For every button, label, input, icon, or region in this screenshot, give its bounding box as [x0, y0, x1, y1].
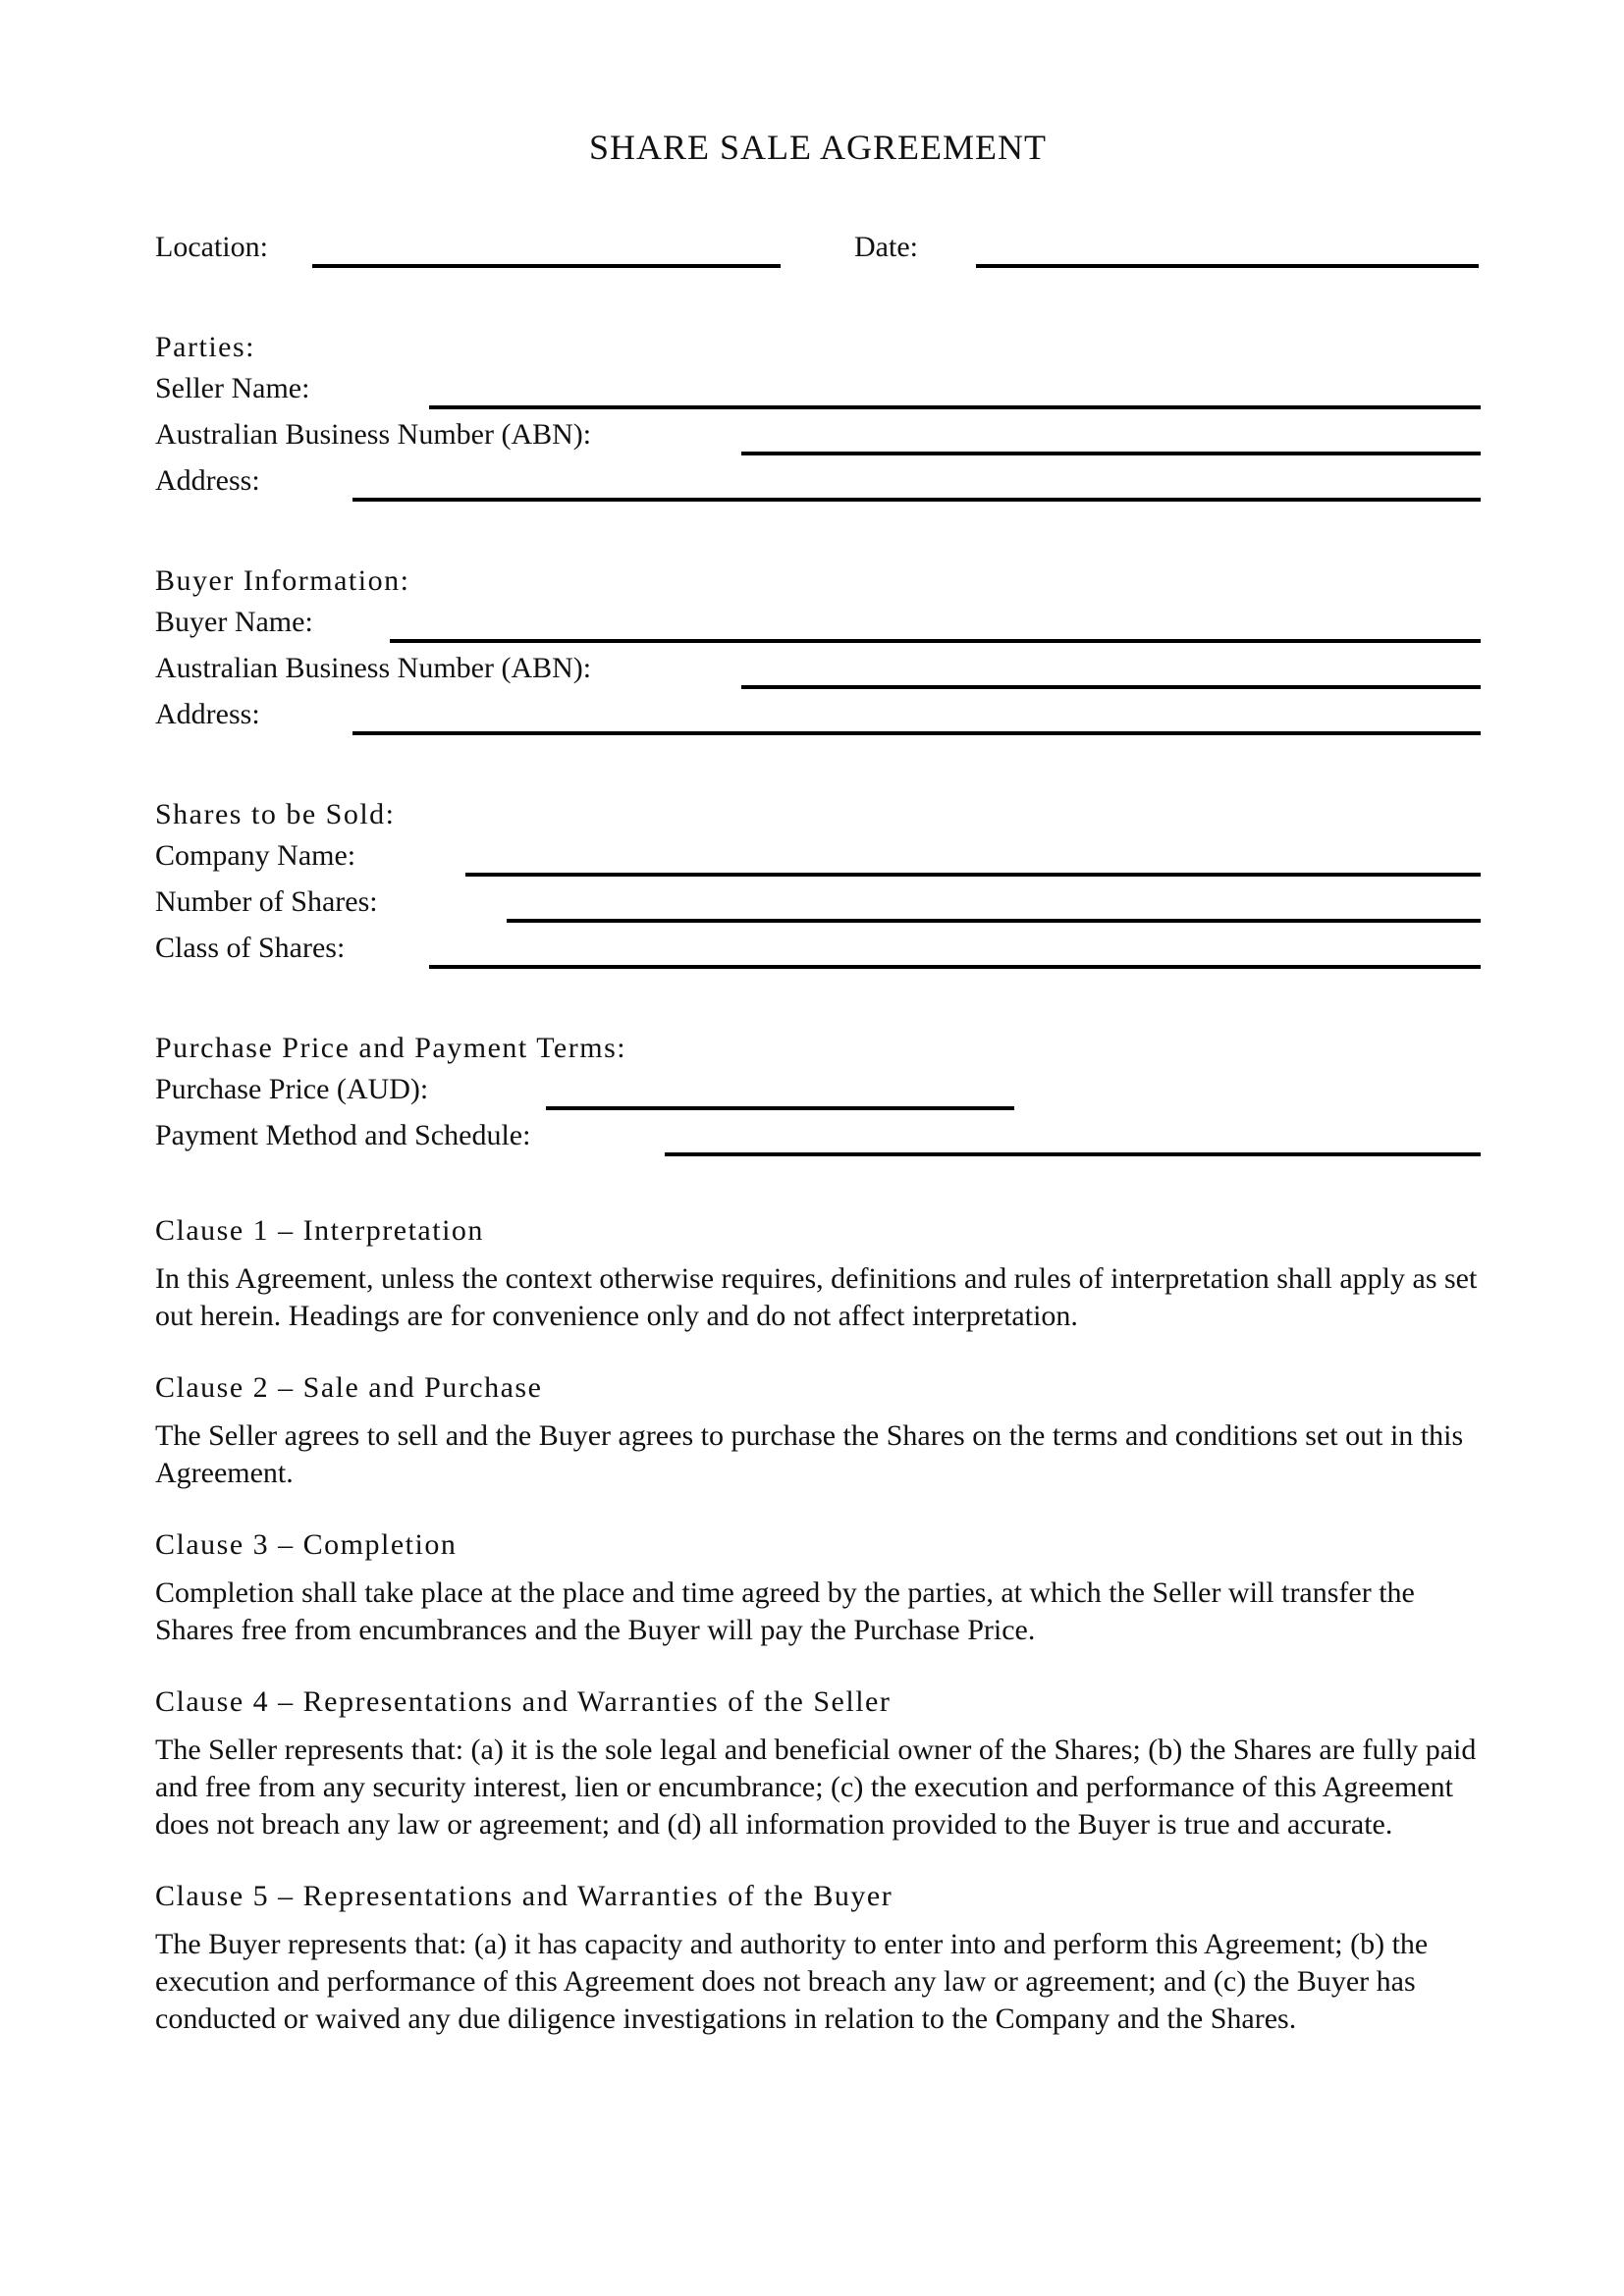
- payment-method-label: Payment Method and Schedule:: [155, 1119, 531, 1151]
- seller-address-row: [155, 455, 1481, 502]
- class-of-shares-input-line[interactable]: [429, 965, 1481, 969]
- clause-4-body: The Seller represents that: (a) it is the sole legal and beneficial owner of the Shares; (b) the Shares are fully paid and free from any security interest, lien or encumbrance; (c) the execution and performance of this Agreement does not breach any law or agreement; and (d) all information provided to the Buyer is true and accurate.: [155, 1734, 1477, 1841]
- clause-2: [155, 1372, 1481, 1492]
- class-of-shares-row: [155, 923, 1481, 969]
- clause-2-body: The Seller agrees to sell and the Buyer agrees to purchase the Shares on the terms and conditions set out in this Agreement.: [155, 1419, 1464, 1489]
- location-input-line[interactable]: [312, 264, 781, 268]
- number-of-shares-label: Number of Shares:: [155, 885, 378, 918]
- date-label: Date:: [854, 231, 918, 263]
- seller-address-input-line[interactable]: [352, 498, 1481, 502]
- purchase-price-terms-heading: Purchase Price and Payment Terms:: [155, 1032, 627, 1064]
- clause-3-body: Completion shall take place at the place and time agreed by the parties, at which the Seller will transfer the Shares free from encumbrances and the Buyer will pay the Purchase Price.: [155, 1576, 1415, 1646]
- clause-1-body: In this Agreement, unless the context otherwise requires, definitions and rules of interpretation shall apply as set out herein. Headings are for convenience only and do not affect interpretation.: [155, 1262, 1478, 1332]
- clause-1-heading: Clause 1 – Interpretation: [155, 1214, 484, 1247]
- class-of-shares-label: Class of Shares:: [155, 932, 346, 964]
- seller-abn-label: Australian Business Number (ABN):: [155, 418, 592, 451]
- company-name-row: [155, 830, 1481, 877]
- buyer-abn-row: [155, 643, 1481, 689]
- company-name-label: Company Name:: [155, 839, 356, 872]
- clause-5: [155, 1881, 1481, 2038]
- shares-to-be-sold-heading: Shares to be Sold:: [155, 798, 396, 830]
- location-label: Location:: [155, 231, 268, 263]
- clause-3-heading: Clause 3 – Completion: [155, 1528, 458, 1561]
- parties-heading: Parties:: [155, 331, 255, 363]
- payment-method-row: [155, 1110, 1481, 1156]
- clause-4-heading: Clause 4 – Representations and Warranties of the Seller: [155, 1685, 892, 1718]
- buyer-name-row: [155, 597, 1481, 643]
- buyer-information-heading: Buyer Information:: [155, 564, 410, 597]
- seller-name-label: Seller Name:: [155, 372, 310, 404]
- document-title: SHARE SALE AGREEMENT: [588, 128, 1047, 167]
- clause-3: [155, 1529, 1481, 1649]
- buyer-address-input-line[interactable]: [352, 731, 1481, 735]
- clause-5-body: The Buyer represents that: (a) it has capacity and authority to enter into and perform this Agreement; (b) the execution and performance of this Agreement does not breach any law or agreement; and (c) the Buyer has conducted or waived any due diligence investigations in relation to the Company and the Shares.: [155, 1928, 1429, 2035]
- buyer-abn-label: Australian Business Number (ABN):: [155, 652, 592, 684]
- purchase-price-label: Purchase Price (AUD):: [155, 1073, 429, 1105]
- clause-4: [155, 1686, 1481, 1843]
- seller-abn-row: [155, 409, 1481, 455]
- seller-address-label: Address:: [155, 464, 260, 497]
- date-input-line[interactable]: [976, 264, 1479, 268]
- buyer-name-label: Buyer Name:: [155, 606, 313, 638]
- buyer-address-row: [155, 689, 1481, 735]
- clause-1: [155, 1215, 1481, 1335]
- seller-name-row: [155, 363, 1481, 409]
- clause-5-heading: Clause 5 – Representations and Warranties of the Buyer: [155, 1880, 893, 1912]
- location-date-row: [155, 221, 1481, 268]
- clause-2-heading: Clause 2 – Sale and Purchase: [155, 1371, 543, 1404]
- payment-method-input-line[interactable]: [665, 1152, 1481, 1156]
- number-of-shares-row: [155, 877, 1481, 923]
- buyer-address-label: Address:: [155, 698, 260, 730]
- purchase-price-row: [155, 1064, 1481, 1110]
